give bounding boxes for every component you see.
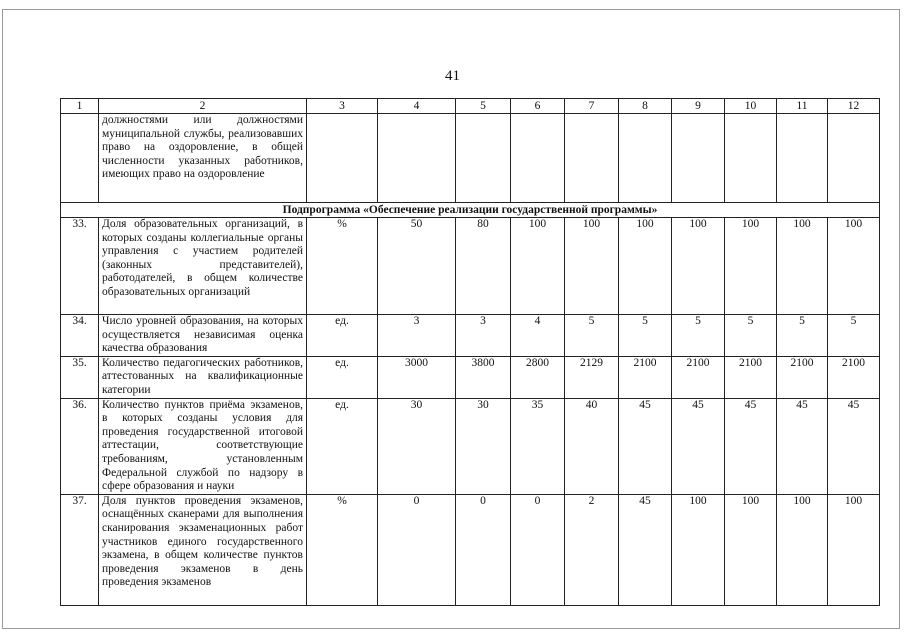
value-cell: 100 (672, 494, 725, 605)
value-cell: 40 (565, 398, 619, 494)
value-cell: 0 (378, 494, 456, 605)
value-cell: 2100 (672, 356, 725, 398)
unit-cell (307, 114, 378, 203)
column-header: 6 (511, 99, 565, 114)
value-cell: 2800 (511, 356, 565, 398)
table-row (61, 356, 880, 398)
column-header: 2 (99, 99, 307, 114)
column-header: 9 (672, 99, 725, 114)
value-cell (619, 114, 672, 203)
table-row (61, 218, 880, 315)
value-cell: 35 (511, 398, 565, 494)
unit-cell: ед. (307, 356, 378, 398)
value-cell: 5 (565, 315, 619, 357)
row-number: 36. (61, 398, 99, 494)
value-cell: 50 (378, 218, 456, 315)
value-cell (828, 114, 880, 203)
value-cell (378, 114, 456, 203)
value-cell: 3000 (378, 356, 456, 398)
value-cell: 80 (456, 218, 511, 315)
row-number: 34. (61, 315, 99, 357)
unit-cell: ед. (307, 398, 378, 494)
indicator-description: Количество пунктов приёма экзаменов, в которых созданы условия для проведения государственной итоговой аттестации, соответствующие требованиям, установленным Федеральной службой по надзору в сфере образования и науки (99, 398, 307, 494)
column-header: 1 (61, 99, 99, 114)
value-cell: 2100 (725, 356, 777, 398)
value-cell: 2100 (619, 356, 672, 398)
value-cell: 30 (456, 398, 511, 494)
value-cell: 3800 (456, 356, 511, 398)
section-title: Подпрограмма «Обеспечение реализации государственной программы» (61, 203, 880, 218)
column-header: 12 (828, 99, 880, 114)
value-cell: 100 (565, 218, 619, 315)
value-cell (725, 114, 777, 203)
value-cell: 4 (511, 315, 565, 357)
unit-cell: % (307, 218, 378, 315)
value-cell: 45 (619, 398, 672, 494)
value-cell: 100 (511, 218, 565, 315)
value-cell: 100 (828, 218, 880, 315)
value-cell: 0 (511, 494, 565, 605)
value-cell (511, 114, 565, 203)
column-number-row (61, 99, 880, 114)
column-header: 7 (565, 99, 619, 114)
row-number: 35. (61, 356, 99, 398)
row-number: 33. (61, 218, 99, 315)
value-cell: 45 (777, 398, 828, 494)
unit-cell: ед. (307, 315, 378, 357)
table-row (61, 398, 880, 494)
column-header: 10 (725, 99, 777, 114)
value-cell: 2129 (565, 356, 619, 398)
value-cell (672, 114, 725, 203)
unit-cell: % (307, 494, 378, 605)
indicator-table (60, 98, 880, 606)
column-header: 4 (378, 99, 456, 114)
table-row-continuation (61, 114, 880, 203)
value-cell: 45 (619, 494, 672, 605)
value-cell: 3 (378, 315, 456, 357)
value-cell: 5 (672, 315, 725, 357)
value-cell: 5 (777, 315, 828, 357)
value-cell: 0 (456, 494, 511, 605)
value-cell: 30 (378, 398, 456, 494)
value-cell: 3 (456, 315, 511, 357)
value-cell: 100 (725, 494, 777, 605)
column-header: 5 (456, 99, 511, 114)
value-cell: 100 (777, 494, 828, 605)
value-cell: 100 (777, 218, 828, 315)
indicator-description: Количество педагогических работников, аттестованных на квалификационные категории (99, 356, 307, 398)
indicator-description: Доля пунктов проведения экзаменов, оснащённых сканерами для выполнения сканирования экзаменационных работ участников единого государственного экзамена, в общем количестве пунктов проведения экзаменов в день проведения экзаменов (99, 494, 307, 605)
value-cell (777, 114, 828, 203)
value-cell: 100 (725, 218, 777, 315)
value-cell: 2100 (777, 356, 828, 398)
page-number: 41 (445, 68, 460, 84)
value-cell (456, 114, 511, 203)
value-cell: 5 (828, 315, 880, 357)
value-cell: 100 (619, 218, 672, 315)
row-number: 37. (61, 494, 99, 605)
indicator-description: Доля образовательных организаций, в которых созданы коллегиальные органы управления с участием родителей (законных представителей), работодателей, в общем количестве образовательных организаций (99, 218, 307, 315)
indicator-description: должностями или должностями муниципальной службы, реализовавших право на оздоровление, в общей численности указанных работников, имеющих право на оздоровление (99, 114, 307, 203)
value-cell: 100 (828, 494, 880, 605)
value-cell: 5 (725, 315, 777, 357)
section-header-row (61, 203, 880, 218)
column-header: 11 (777, 99, 828, 114)
table-row (61, 494, 880, 605)
column-header: 8 (619, 99, 672, 114)
indicator-description: Число уровней образования, на которых осуществляется независимая оценка качества образования (99, 315, 307, 357)
table-row (61, 315, 880, 357)
value-cell: 2 (565, 494, 619, 605)
value-cell: 45 (828, 398, 880, 494)
value-cell: 2100 (828, 356, 880, 398)
row-number-cell (61, 114, 99, 203)
value-cell (565, 114, 619, 203)
value-cell: 100 (672, 218, 725, 315)
value-cell: 45 (725, 398, 777, 494)
column-header: 3 (307, 99, 378, 114)
value-cell: 5 (619, 315, 672, 357)
value-cell: 45 (672, 398, 725, 494)
